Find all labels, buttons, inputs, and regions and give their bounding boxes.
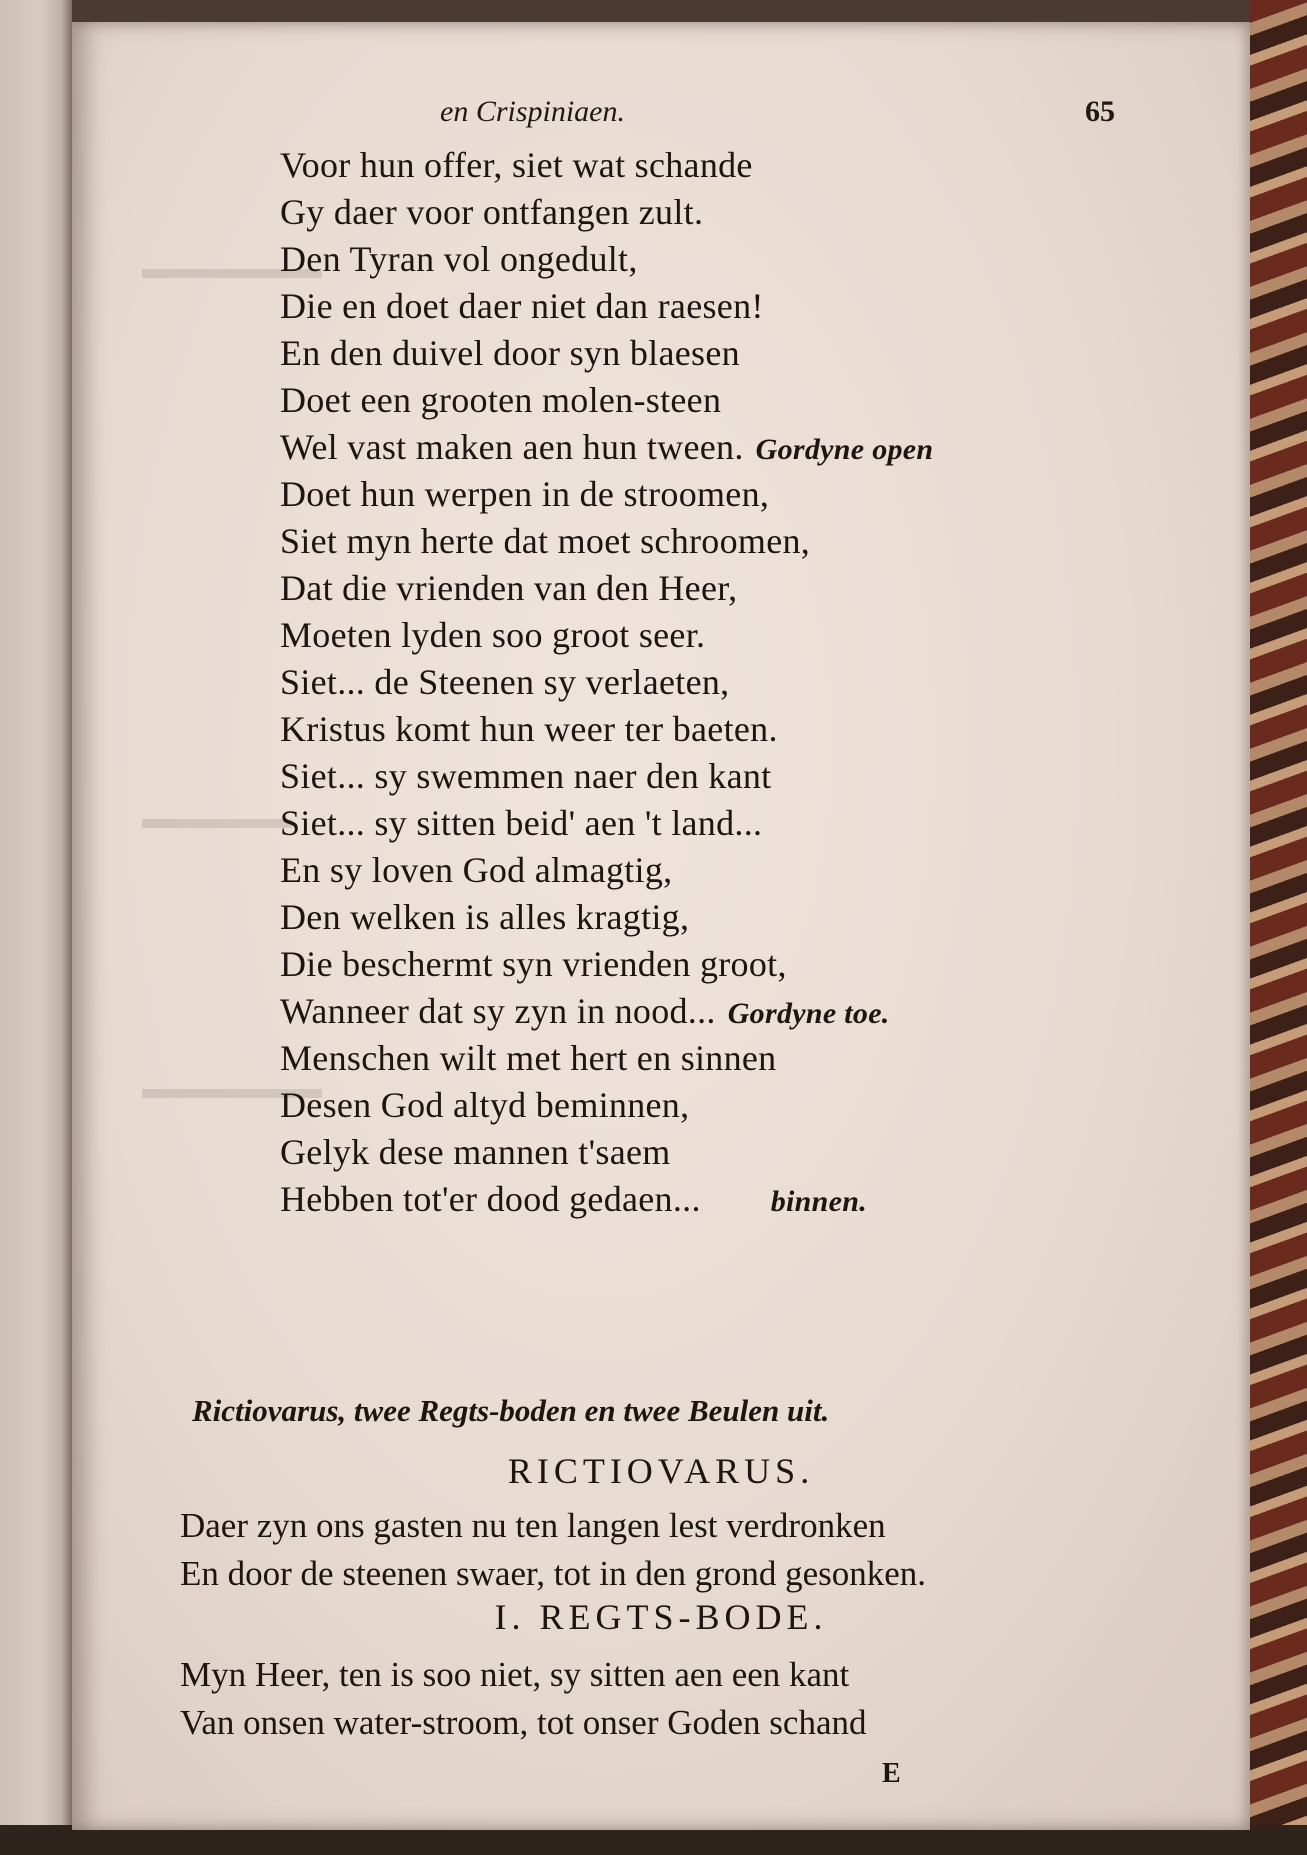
verse-line: Gy daer voor ontfangen zult. [280,192,704,232]
running-head: en Crispiniaen. [440,95,625,128]
verse-line: Siet... de Steenen sy verlaeten, [280,662,730,702]
verse-line: Die beschermt syn vrienden groot, [280,944,787,984]
verse-line: En sy loven God almagtig, [280,850,673,890]
catchword: E [882,1758,901,1789]
speech-line: Myn Heer, ten is soo niet, sy sitten aen een kant [180,1655,850,1694]
verse-line: Doet hun werpen in de stroomen, [280,474,770,514]
facing-page-edge [0,0,72,1855]
verse-line: Den Tyran vol ongedult, [280,239,638,279]
marbled-cover-edge [1249,0,1307,1855]
speech-block [180,1502,1180,1598]
verse-line: Hebben tot'er dood gedaen... binnen. [280,1179,868,1219]
verse-line: En den duivel door syn blaesen [280,333,740,373]
page-number: 65 [1085,95,1115,128]
verse-line: Menschen wilt met hert en sinnen [280,1038,777,1078]
verse-line: Gelyk dese mannen t'saem [280,1132,671,1172]
verse-line: Den welken is alles kragtig, [280,897,690,937]
stage-direction-inline: binnen. [770,1185,868,1218]
speech-line: Van onsen water-stroom, tot onser Goden schand [180,1703,867,1742]
stage-direction-inline: Gordyne open [755,433,934,466]
stage-direction: Rictiovarus, twee Regts-boden en twee Beulen uit. [192,1393,830,1428]
speaker-heading: I. REGTS-BODE. [494,1597,828,1637]
verse-line: Wanneer dat sy zyn in nood... Gordyne toe. [280,991,890,1031]
speaker-heading: RICTIOVARUS. [507,1451,815,1491]
show-through-mark: ▬▬▬▬▬▬ [142,252,322,285]
speech-line: Daer zyn ons gasten nu ten langen lest verdronken [180,1506,886,1545]
verse-line: Kristus komt hun weer ter baeten. [280,709,778,749]
verse-line: Siet... sy sitten beid' aen 't land... [280,803,763,843]
show-through-mark: ▬▬▬▬▬ [142,802,292,835]
speech-line: En door de steenen swaer, tot in den grond gesonken. [180,1554,927,1593]
verse-line: Moeten lyden soo groot seer. [280,615,706,655]
stage-direction-inline: Gordyne toe. [727,997,890,1030]
verse-line: Die en doet daer niet dan raesen! [280,286,764,326]
verse-line: Voor hun offer, siet wat schande [280,145,753,185]
verse-line: Wel vast maken aen hun tween. Gordyne open [280,427,934,467]
verse-line: Siet myn herte dat moet schroomen, [280,521,811,561]
verse-line: Desen God altyd beminnen, [280,1085,690,1125]
show-through-mark: ▬▬▬▬▬▬ [142,1072,322,1105]
verse-line: Doet een grooten molen-steen [280,380,722,420]
verse-line: Dat die vrienden van den Heer, [280,568,738,608]
verse-block [280,142,1190,1223]
speech-block [180,1651,1180,1747]
verse-line: Siet... sy swemmen naer den kant [280,756,772,796]
